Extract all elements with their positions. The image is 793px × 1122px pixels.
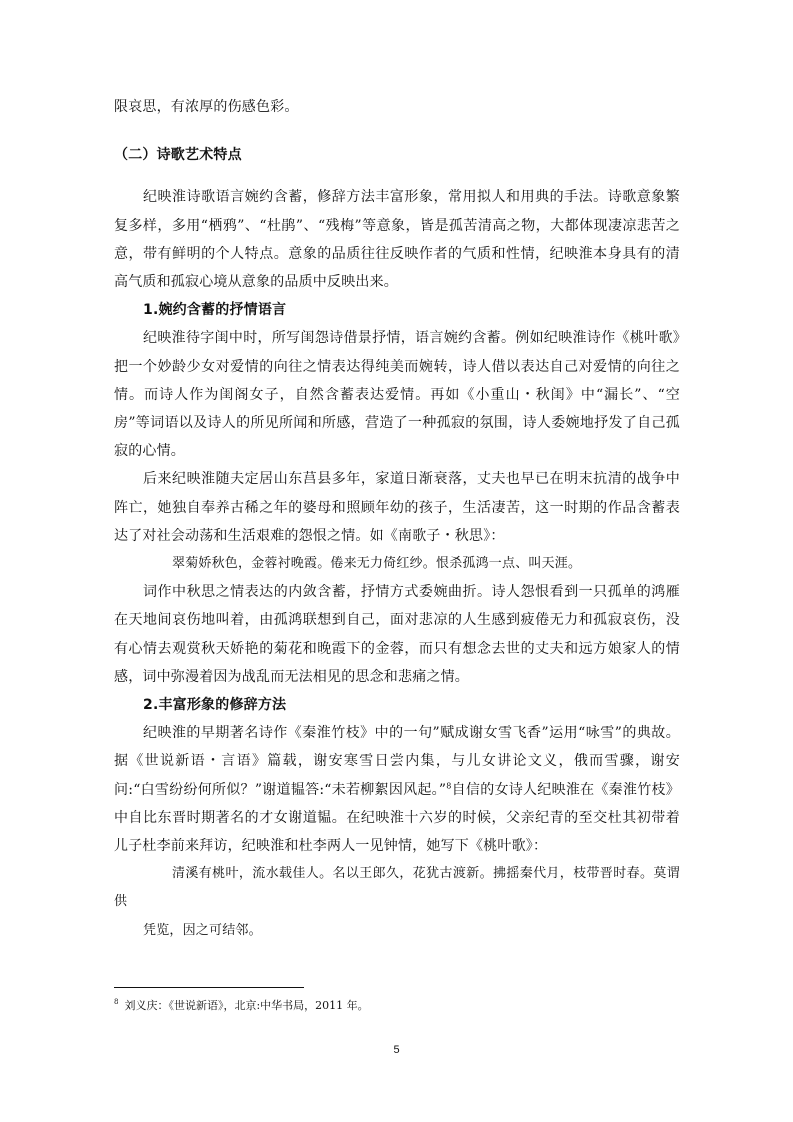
- paragraph: 纪映淮诗歌语言婉约含蓄，修辞方法丰富形象，常用拟人和用典的手法。诗歌意象繁复多样，多用“栖鸦”、“杜鹃”、“残梅”等意象，皆是孤苦清高之物，大都体现凄凉悲苦之意，带有鲜明的个人特点。意象的品质往往反映作者的气质和性情，纪映淮本身具有的清高气质和孤寂心境从意象的品质中反映出来。: [114, 189, 680, 291]
- footnote-divider: [114, 987, 304, 988]
- subsection-heading-2: 2.丰富形象的修辞方法: [143, 697, 287, 714]
- footnote: [114, 998, 369, 1014]
- paragraph-continued: 限哀思，有浓厚的伤感色彩。: [114, 99, 299, 115]
- poem-quote: 翠菊娇秋色，金蓉衬晚霞。倦来无力倚红纱。恨杀孤鸿一点、叫天涯。: [172, 556, 582, 572]
- footnote-text: 刘义庆：《世说新语》，北京:中华书局，2011 年。: [124, 999, 369, 1012]
- paragraph-part: 自信的女诗人纪映淮在《秦淮竹枝》中自比东晋时期著名的才女谢道韫。在纪映淮十六岁的时候，父亲纪青的至交杜其初带着儿子杜李前来拜访，纪映淮和杜李两人一见钟情，她写下《桃叶歌》：: [114, 781, 680, 855]
- footnote-reference[interactable]: 8: [446, 781, 452, 791]
- subsection-heading-1: 1.婉约含蓄的抒情语言: [143, 302, 287, 319]
- footnote-mark: 8: [114, 998, 119, 1007]
- section-heading: （二）诗歌艺术特点: [114, 147, 242, 164]
- body-text: [114, 93, 680, 945]
- paragraph: 词作中秋思之情表达的内敛含蓄，抒情方式委婉曲折。诗人怨恨看到一只孤单的鸿雁在天地间哀伤地叫着，由孤鸿联想到自己，面对悲凉的人生感到疲倦无力和孤寂哀伤，没有心情去观赏秋天娇艳的菊花和晚霞下的金蓉，而只有想念去世的丈夫和远方娘家人的情感，词中弥漫着因为战乱而无法相见的思念和悲痛之情。: [114, 584, 680, 685]
- paragraph: 后来纪映淮随夫定居山东莒县多年，家道日渐衰落，丈夫也早已在明末抗清的战争中阵亡，她独自奉养古稀之年的婆母和照顾年幼的孩子，生活凄苦，这一时期的作品含蓄表达了对社会动荡和生活艰难的怨恨之情。如《南歌子・秋思》：: [114, 471, 680, 544]
- poem-quote-line: 清溪有桃叶，流水载佳人。名以王郎久，花犹古渡新。拂摇秦代月，枝带晋时春。莫谓供: [114, 866, 680, 910]
- poem-quote-line: 凭览，因之可结邻。: [143, 922, 262, 938]
- page-number: 5: [393, 1044, 400, 1056]
- paragraph: 纪映淮待字闺中时，所写闺怨诗借景抒情，语言婉约含蓄。例如纪映淮诗作《桃叶歌》把一个妙龄少女对爱情的向往之情表达得纯美而婉转，诗人借以表达自己对爱情的向往之情。而诗人作为闺阁女子，自然含蓄表达爱情。再如《小重山・秋闺》中“漏长”、“空房”等词语以及诗人的所见所闻和所感，营造了一种孤寂的氛围，诗人委婉地抒发了自己孤寂的心情。: [114, 330, 680, 460]
- paragraph-part: 纪映淮的早期著名诗作《秦淮竹枝》中的一句”赋成谢女雪飞香”运用“咏雪”的典故。据《世说新语・言语》篇载，谢安寒雪日尝内集，与儿女讲论文义，俄而雪骤，谢安问:“白雪纷纷何所似？”谢道韫答:“未若柳絮因风起。”: [114, 725, 680, 798]
- paragraph-with-footnote: [114, 719, 680, 860]
